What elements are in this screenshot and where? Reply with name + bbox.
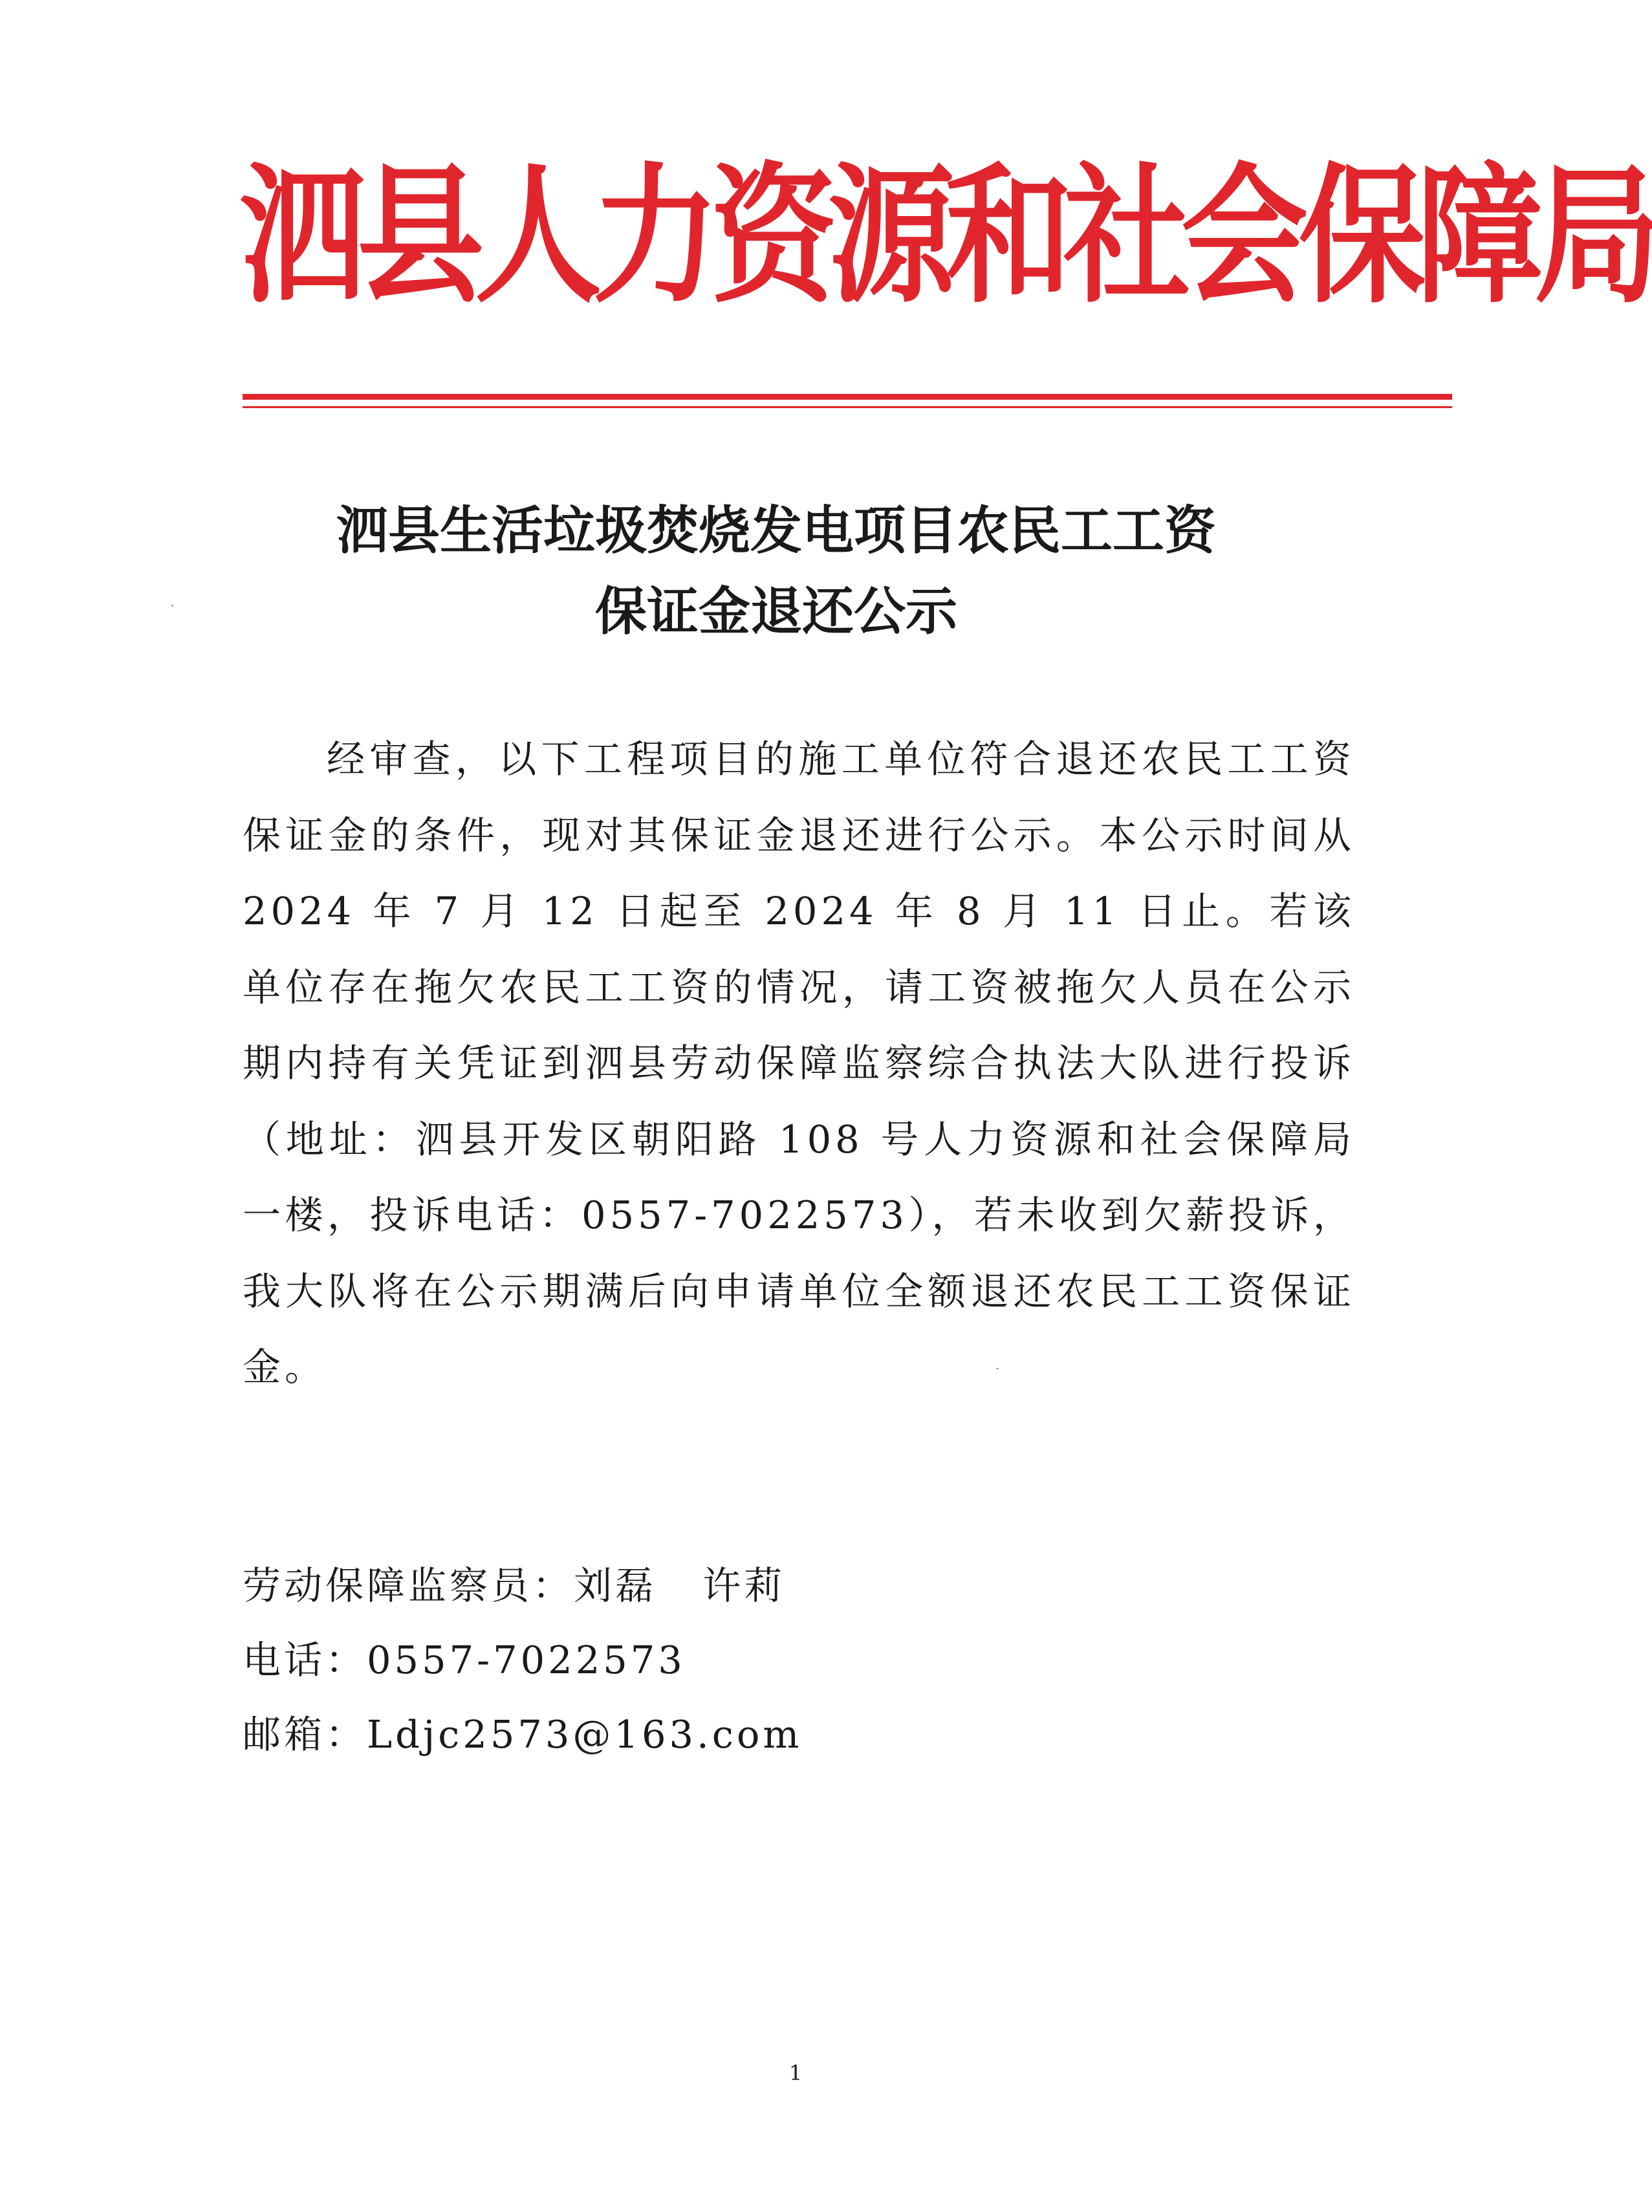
scan-speck: [171, 605, 173, 607]
letterhead-red-rule-thick: [243, 394, 1452, 400]
page-number: 1: [788, 2061, 803, 2085]
notice-body-paragraph: 经审查，以下工程项目的施工单位符合退还农民工工资保证金的条件，现对其保证金退还进行公示。本公示时间从2024 年 7 月 12 日起至 2024 年 8 月 11 日止。若该单位存在拖欠农民工工资的情况，请工资被拖欠人员在公示期内持有关凭证到泗县劳动保障监察综合执法大队进行投诉（地址：泗县开发区朝阳路 108 号人力资源和社会保障局一楼，投诉电话：0557-7022573），若未收到欠薪投诉，我大队将在公示期满后向申请单位全额退还农民工工资保证金。: [243, 737, 1355, 1389]
letterhead-red-rule-thin: [243, 406, 1452, 408]
contact-phone: 电话：0557-7022573: [243, 1638, 686, 1682]
letterhead-issuer: 泗县人力资源和社会保障局: [239, 148, 1652, 324]
document-title-line-2: 保证金退还公示: [595, 581, 957, 642]
document-title-line-1: 泗县生活垃圾焚烧发电项目农民工工资: [336, 500, 1216, 561]
contact-inspectors: 劳动保障监察员：刘磊 许莉: [243, 1563, 786, 1608]
contact-email: 邮箱：Ldjc2573@163.com: [243, 1712, 803, 1757]
scan-speck: [996, 1368, 999, 1369]
